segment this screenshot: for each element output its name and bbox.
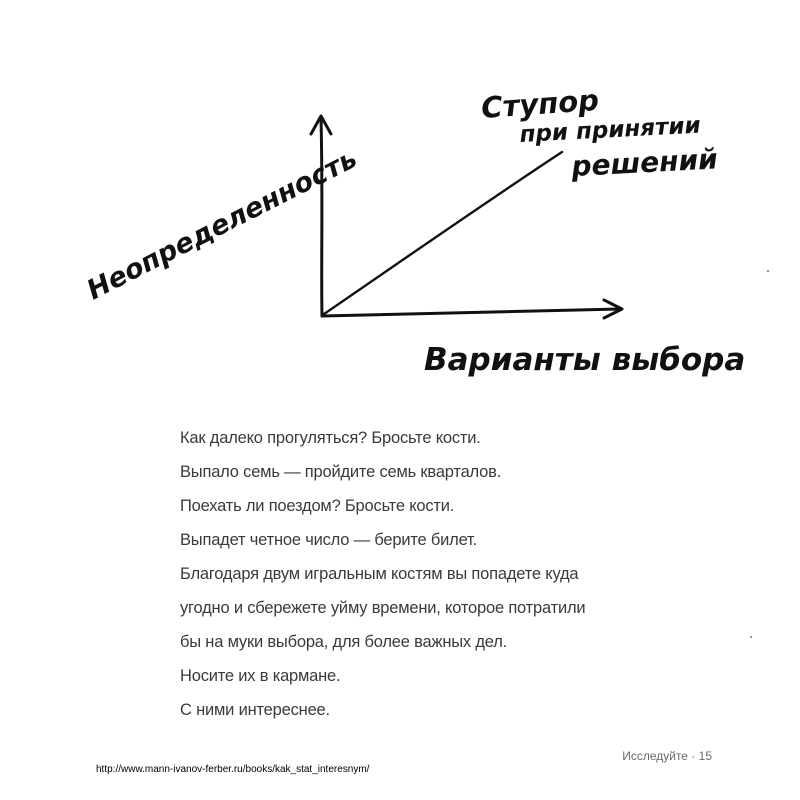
y-axis-label: Неопределенность xyxy=(82,143,363,307)
line-label-resheniy: решений xyxy=(570,142,719,183)
body-line: Выпало семь — пройдите семь кварталов. xyxy=(180,463,502,481)
body-line: бы на муки выбора, для более важных дел. xyxy=(180,633,508,651)
body-line: Как далеко прогуляться? Бросьте кости. xyxy=(180,429,481,447)
body-line: угодно и сбережете уйму времени, которое потратили xyxy=(180,599,586,617)
body-line: С ними интереснее. xyxy=(180,701,330,719)
body-line: Благодаря двум игральным костям вы попадете куда xyxy=(180,565,579,583)
line-label-pri-prinyatii: при принятии xyxy=(518,112,702,148)
stupor-line xyxy=(324,152,562,314)
y-axis xyxy=(321,118,322,316)
x-axis xyxy=(322,309,620,316)
body-text xyxy=(180,424,700,730)
line-label-stupor: Ступор xyxy=(480,82,600,125)
x-axis-label: Варианты выбора xyxy=(424,342,746,378)
scan-speck xyxy=(767,270,769,272)
body-line: Поехать ли поездом? Бросьте кости. xyxy=(180,497,455,515)
body-line: Носите их в кармане. xyxy=(180,667,341,685)
source-url: http://www.mann-ivanov-ferber.ru/books/kak_stat_interesnym/ xyxy=(96,764,370,775)
page-number-label: Исследуйте · 15 xyxy=(622,749,712,763)
body-line: Выпадет четное число — берите билет. xyxy=(180,531,477,549)
scan-speck xyxy=(750,636,752,638)
